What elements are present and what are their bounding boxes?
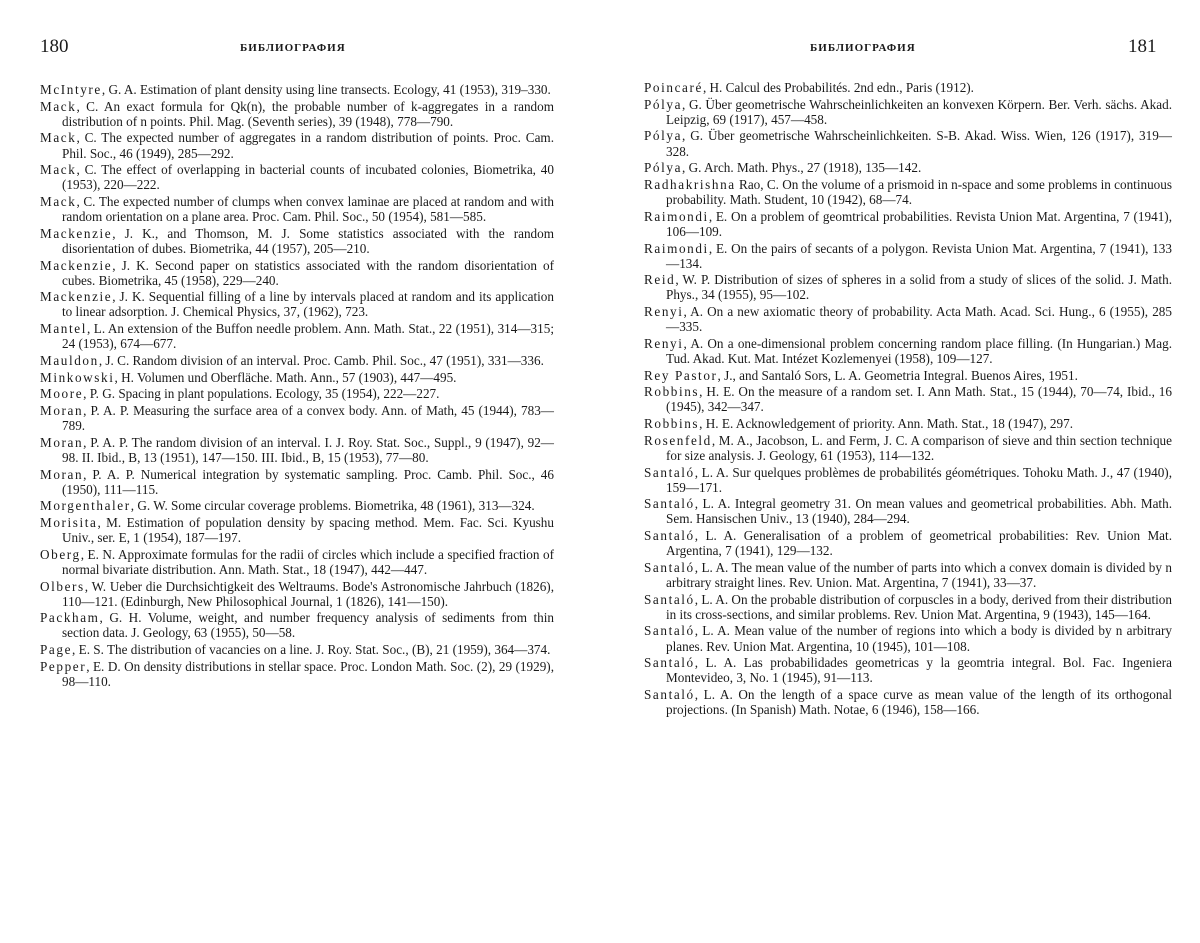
entry-text: , A. On a one-dimensional problem concerning random place filling. (In Hungarian.) Mag. Tud. Akad. Kut. Mat. Intézet Kozlemenyei (1958), 109—127.: [666, 335, 1172, 366]
bibliography-entry: [40, 130, 554, 160]
running-head: БИБЛИОГРАФИЯ: [810, 42, 916, 54]
bibliography-entry: [644, 177, 1172, 207]
bibliography-entry: [40, 642, 554, 657]
entry-text: , G. Arch. Math. Phys., 27 (1918), 135—142.: [682, 160, 922, 176]
entry-text: , P. A. P. The random division of an interval. I. J. Roy. Stat. Soc., Suppl., 9 (1947), 92—98. II. Ibid., B, 13 (1951), 147—150. III. Ibid., B, 15 (1953), 77—80.: [62, 434, 554, 465]
bibliography-entry: [644, 687, 1172, 717]
bibliography-entry: [40, 403, 554, 433]
bibliography-entry: [40, 579, 554, 609]
entry-text: , J. C. Random division of an interval. Proc. Camb. Phil. Soc., 47 (1951), 331—336.: [98, 352, 544, 368]
entry-text: , J., and Santaló Sors, L. A. Geometria Integral. Buenos Aires, 1951.: [717, 367, 1078, 383]
entry-text: , C. An exact formula for Qk(n), the probable number of k-aggregates in a random distribution of n points. Phil. Mag. (Seventh series), 39 (1948), 778—790.: [62, 98, 554, 129]
entry-text: , P. G. Spacing in plant populations. Ecology, 35 (1954), 222—227.: [83, 386, 440, 402]
bibliography-entry: [644, 416, 1172, 431]
bibliography-entry: [644, 368, 1172, 383]
bibliography-entry: [644, 465, 1172, 495]
bibliography-entry: [40, 370, 554, 385]
bibliography-entry: [40, 659, 554, 689]
entry-author: Pólya: [644, 96, 683, 112]
entry-text: , J. K., and Thomson, M. J. Some statistics associated with the random disorientation of dubes. Biometrika, 44 (1957), 205—210.: [62, 225, 554, 256]
entry-text: , L. An extension of the Buffon needle problem. Ann. Math. Stat., 22 (1951), 314—315; 24 (1953), 674—677.: [62, 321, 554, 352]
running-head: БИБЛИОГРАФИЯ: [240, 42, 346, 54]
entry-text: , G. Über geometrische Wahrscheinlichkeiten. S-B. Akad. Wiss. Wien, 126 (1917), 319—328.: [666, 128, 1172, 159]
entry-author: Santaló: [644, 464, 695, 480]
entry-author: Mauldon: [40, 352, 99, 368]
entry-author: Mack: [40, 194, 77, 210]
bibliography-entry: [644, 128, 1172, 158]
entry-author: Mack: [40, 98, 77, 114]
bibliography-column: [644, 80, 1172, 719]
entry-text: , E. D. On density distributions in stellar space. Proc. London Math. Soc. (2), 29 (1929), 98—110.: [62, 658, 554, 689]
entry-text: , P. A. P. Numerical integration by systematic sampling. Proc. Camb. Phil. Soc., 46 (1950), 111—115.: [62, 466, 554, 497]
bibliography-entry: [644, 655, 1172, 685]
page-number: 180: [40, 36, 69, 57]
page-header: [0, 36, 600, 60]
entry-author: Mackenzie: [40, 289, 113, 305]
entry-author: Renyi: [644, 304, 684, 320]
entry-text: , L. A. On the probable distribution of corpuscles in a body, derived from their distribution in its cross-sections, and similar problems. Rev. Union Mat. Argentina, 9 (1943), 145—164.: [666, 591, 1172, 622]
entry-author: Mackenzie: [40, 225, 113, 241]
entry-author: Mack: [40, 130, 77, 146]
entry-text: , C. The effect of overlapping in bacterial counts of incubated colonies, Biometrika, 40 (1953), 220—222.: [62, 162, 554, 193]
entry-author: Moran: [40, 403, 84, 418]
entry-author: Santaló: [644, 496, 695, 512]
entry-text: , H. E. On the measure of a random set. I. Ann Math. Stat., 15 (1944), 70—74, Ibid., 16 (1945), 342—347.: [666, 384, 1172, 415]
bibliography-entry: [644, 160, 1172, 175]
entry-text: , W. P. Distribution of sizes of spheres in a solid from a study of slices of the solid. J. Math. Phys., 34 (1955), 95—102.: [666, 272, 1172, 303]
entry-text: Rao, C. On the volume of a prismoid in n-space and some problems in continuous probability. Math. Student, 10 (1942), 68—74.: [666, 176, 1172, 208]
bibliography-entry: [40, 610, 554, 640]
bibliography-entry: [644, 272, 1172, 302]
entry-text: , G. A. Estimation of plant density using line transects. Ecology, 41 (1953), 319–330.: [101, 82, 551, 97]
bibliography-entry: [644, 433, 1172, 463]
bibliography-entry: [40, 386, 554, 401]
entry-text: , L. A. Generalisation of a problem of geometrical probabilities: Rev. Union Mat. Argentina, 7 (1941), 129—132.: [666, 528, 1172, 559]
bibliography-entry: [40, 289, 554, 319]
entry-text: , H. Volumen und Oberfläche. Math. Ann., 57 (1903), 447—495.: [114, 369, 457, 385]
entry-text: , W. Ueber die Durchsichtigkeit des Weltraums. Bode's Astronomische Jahrbuch (1826), 110—121. (Edinburgh, New Philosophical Journal, 1 (1826), 141—150).: [62, 578, 554, 609]
entry-text: , J. K. Second paper on statistics associated with the random disorientation of cubes. Biometrika, 45 (1958), 229—240.: [62, 257, 554, 288]
bibliography-entry: [40, 82, 554, 97]
entry-author: Robbins: [644, 384, 700, 400]
bibliography-entry: [644, 80, 1172, 95]
entry-author: Olbers: [40, 578, 85, 594]
entry-author: Pólya: [644, 160, 683, 176]
entry-text: , M. A., Jacobson, L. and Ferm, J. C. A comparison of sieve and thin section technique for size analysis. J. Geology, 61 (1953), 114—132.: [666, 432, 1172, 463]
entry-text: , G. W. Some circular coverage problems. Biometrika, 48 (1961), 313—324.: [130, 498, 535, 514]
entry-text: , L. A. Las probabilidades geometricas y la geomtria integral. Bol. Fac. Ingeniera Montevideo, 3, No. 1 (1945), 91—113.: [666, 655, 1172, 686]
entry-author: Minkowski: [40, 369, 115, 385]
entry-text: , H. Calcul des Probabilités. 2nd edn., Paris (1912).: [702, 80, 974, 95]
entry-text: , A. On a new axiomatic theory of probability. Acta Math. Acad. Sci. Hung., 6 (1955), 285—335.: [666, 304, 1172, 335]
entry-author: Moran: [40, 434, 84, 450]
entry-author: Pólya: [644, 128, 683, 144]
bibliography-entry: [40, 321, 554, 351]
entry-text: , L. A. Mean value of the number of regions into which a body is divided by n arbitrary planes. Rev. Union Mat. Argentina, 10 (1945), 101—108.: [666, 623, 1172, 654]
entry-author: Robbins: [644, 416, 700, 432]
entry-author: Mack: [40, 162, 77, 178]
bibliography-entry: [40, 162, 554, 192]
entry-author: Pepper: [40, 658, 87, 674]
entry-author: Rey Pastor: [644, 367, 718, 383]
bibliography-entry: [644, 496, 1172, 526]
bibliography-entry: [40, 258, 554, 288]
bibliography-entry: [644, 241, 1172, 271]
bibliography-entry: [644, 336, 1172, 366]
entry-author: Raimondi: [644, 240, 709, 256]
entry-author: Santaló: [644, 655, 695, 671]
entry-author: Reid: [644, 272, 676, 288]
entry-text: , L. A. The mean value of the number of parts into which a convex domain is divided by n arbitrary straight lines. Rev. Union. Mat. Argentina, 7 (1941), 33—37.: [666, 559, 1172, 590]
bibliography-entry: [644, 209, 1172, 239]
entry-text: , H. E. Acknowledgement of priority. Ann. Math. Stat., 18 (1947), 297.: [699, 416, 1074, 432]
entry-author: Renyi: [644, 335, 684, 351]
entry-text: , L. A. Sur quelques problèmes de probabilités géométriques. Tohoku Math. J., 47 (1940), 159—171.: [666, 464, 1172, 495]
bibliography-entry: [644, 592, 1172, 622]
entry-author: Mackenzie: [40, 257, 113, 273]
bibliography-entry: [40, 226, 554, 256]
bibliography-entry: [40, 99, 554, 129]
entry-author: Moran: [40, 466, 84, 482]
entry-text: , E. On a problem of geomtrical probabilities. Revista Union Mat. Argentina, 7 (1941), 106—109.: [666, 208, 1172, 239]
bibliography-entry: [644, 528, 1172, 558]
page-header: [600, 36, 1200, 60]
entry-author: Packham: [40, 610, 100, 626]
bibliography-entry: [40, 467, 554, 497]
entry-text: , P. A. P. Measuring the surface area of a convex body. Ann. of Math, 45 (1944), 783—789.: [62, 403, 554, 434]
entry-text: , G. H. Volume, weight, and number frequency analysis of sediments from thin section data. J. Geology, 63 (1955), 50—58.: [62, 610, 554, 641]
bibliography-entry: [644, 304, 1172, 334]
bibliography-entry: [40, 435, 554, 465]
entry-text: , L. A. On the length of a space curve as mean value of the length of its orthogonal projections. (In Spanish) Math. Notae, 6 (1946), 158—166.: [666, 687, 1172, 718]
entry-author: Morisita: [40, 515, 98, 531]
entry-author: Raimondi: [644, 208, 709, 224]
bibliography-entry: [40, 515, 554, 545]
entry-text: , L. A. Integral geometry 31. On mean values and geometrical probabilities. Abh. Math. Sem. Hansischen Univ., 13 (1940), 284—294.: [666, 496, 1172, 527]
entry-author: Morgenthaler: [40, 498, 131, 514]
entry-author: Moore: [40, 386, 84, 402]
entry-text: , J. K. Sequential filling of a line by intervals placed at random and its application to linear adsorption. J. Chemical Physics, 37, (1962), 723.: [62, 289, 554, 320]
bibliography-entry: [40, 353, 554, 368]
entry-text: , E. S. The distribution of vacancies on a line. J. Roy. Stat. Soc., (B), 21 (1959), 364—374.: [72, 642, 551, 658]
entry-author: Santaló: [644, 559, 695, 575]
bibliography-entry: [40, 498, 554, 513]
entry-author: Mantel: [40, 321, 87, 337]
entry-text: , G. Über geometrische Wahrscheinlichkeiten an konvexen Körpern. Ber. Verh. sächs. Akad. Leipzig, 69 (1917), 457—458.: [666, 96, 1172, 127]
bibliography-column: [40, 82, 554, 691]
bibliography-entry: [644, 560, 1172, 590]
right-page: [600, 0, 1200, 943]
bibliography-entry: [644, 623, 1172, 653]
page-number: 181: [1128, 36, 1157, 57]
entry-text: , E. N. Approximate formulas for the radii of circles which include a specified fraction of normal bivariate distribution. Ann. Math. Stat., 18 (1947), 442—447.: [62, 546, 554, 577]
entry-text: , C. The expected number of clumps when convex laminae are placed at random and with random orientation on a plane area. Proc. Cam. Phil. Soc., 50 (1954), 581—585.: [62, 194, 554, 225]
entry-text: , E. On the pairs of secants of a polygon. Revista Union Mat. Argentina, 7 (1941), 133—134.: [666, 240, 1172, 271]
entry-author: Santaló: [644, 687, 695, 703]
entry-author: Santaló: [644, 528, 695, 544]
entry-author: Page: [40, 642, 73, 658]
bibliography-entry: [40, 547, 554, 577]
bibliography-entry: [40, 194, 554, 224]
entry-author: Rosenfeld: [644, 432, 712, 448]
entry-author: Oberg: [40, 546, 81, 562]
bibliography-entry: [644, 384, 1172, 414]
entry-text: , M. Estimation of population density by spacing method. Mem. Fac. Sci. Kyushu Univ., ser. E, 1 (1954), 187—197.: [62, 515, 554, 546]
entry-author: Poincaré: [644, 80, 703, 95]
bibliography-entry: [644, 97, 1172, 127]
entry-author: McIntyre: [40, 82, 102, 97]
entry-author: Santaló: [644, 591, 695, 607]
entry-author: Santaló: [644, 623, 695, 639]
entry-author: Radhakrishna: [644, 176, 736, 192]
entry-text: , C. The expected number of aggregates in a random distribution of points. Proc. Cam. Phil. Soc., 46 (1949), 285—292.: [62, 130, 554, 161]
